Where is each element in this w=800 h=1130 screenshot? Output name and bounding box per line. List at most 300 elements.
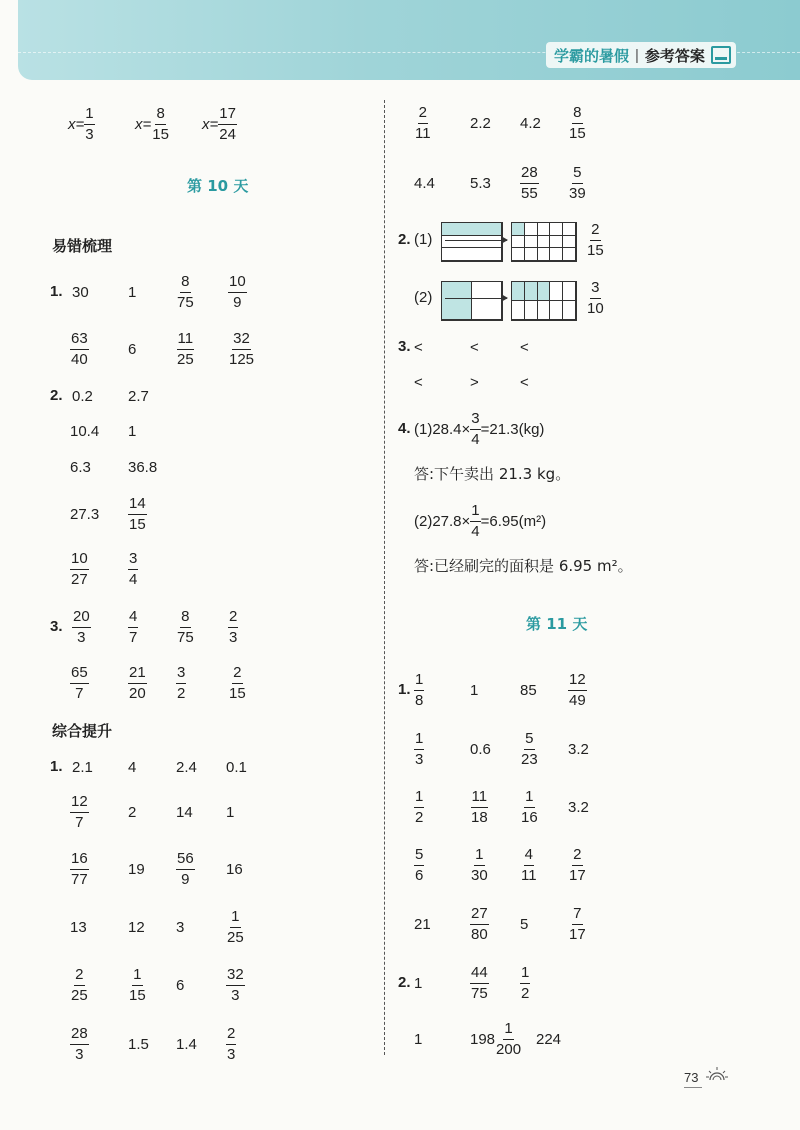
answer-cell — [470, 1021, 522, 1058]
denominator: 4 — [129, 570, 138, 588]
answer-cell — [70, 665, 89, 702]
answer-cell — [520, 847, 538, 884]
numerator: 8 — [180, 609, 190, 628]
grid-cell — [538, 282, 551, 301]
fraction — [176, 274, 195, 311]
denominator: 3 — [75, 1045, 84, 1063]
answer-cell: 10.4 — [70, 423, 100, 440]
denominator: 75 — [177, 293, 194, 311]
fraction — [228, 609, 238, 646]
fraction — [520, 165, 539, 202]
denominator: 6 — [415, 866, 424, 884]
fraction — [470, 789, 489, 826]
answer-cell — [414, 731, 424, 768]
fraction — [586, 280, 605, 317]
numerator: 65 — [70, 665, 89, 684]
denominator: 10 — [587, 299, 604, 317]
numerator: 28 — [520, 165, 539, 184]
answer-cell — [520, 731, 539, 768]
grid-cell — [512, 236, 525, 249]
denominator: 27 — [71, 570, 88, 588]
sub-label: (2) — [414, 289, 433, 306]
equation-line — [414, 411, 544, 448]
answer-cell — [568, 906, 587, 943]
answer-cell: 6 — [176, 977, 185, 994]
numerator: 3 — [128, 551, 138, 570]
answer-cell: 2.2 — [470, 115, 491, 132]
numerator: 11 — [471, 789, 489, 808]
answer-cell — [70, 331, 89, 368]
answer-cell: 36.8 — [128, 459, 158, 476]
fraction — [128, 496, 147, 533]
numerator: 7 — [572, 906, 582, 925]
fraction — [70, 551, 89, 588]
page-number: 73 — [684, 1070, 702, 1088]
grid-cell — [512, 301, 525, 320]
answer-cell: 0.6 — [470, 741, 491, 758]
denominator: 3 — [227, 1045, 236, 1063]
answer-cell: 27.3 — [70, 506, 100, 523]
answer-cell — [128, 967, 147, 1004]
answer-cell: < — [520, 339, 529, 356]
denominator: 3 — [77, 628, 86, 646]
fraction — [520, 731, 539, 768]
answer-cell — [228, 665, 247, 702]
fraction-grid-2 — [511, 281, 577, 321]
fraction — [128, 551, 138, 588]
fraction — [70, 967, 89, 1004]
fraction-bar-2 — [441, 281, 503, 321]
numerator: 2 — [418, 105, 428, 124]
fraction — [586, 222, 605, 259]
fraction — [72, 609, 91, 646]
numerator: 5 — [524, 731, 534, 750]
answer-cell — [520, 965, 530, 1002]
denominator: 11 — [521, 866, 537, 884]
question-label: 1. — [50, 283, 63, 300]
answer-cell — [70, 851, 89, 888]
answer-cell: < — [414, 374, 423, 391]
numerator: 2 — [228, 609, 238, 628]
fraction — [414, 731, 424, 768]
answer-cell: 1 — [128, 423, 137, 440]
answer-cell: 1 — [226, 804, 235, 821]
numerator: 5 — [572, 165, 582, 184]
fraction — [470, 906, 489, 943]
denominator: 9 — [181, 870, 190, 888]
denominator: 80 — [471, 925, 488, 943]
numerator: 1 — [414, 731, 424, 750]
fraction — [226, 967, 245, 1004]
fraction — [128, 967, 147, 1004]
fraction — [70, 331, 89, 368]
answer-cell: 2.1 — [72, 759, 93, 776]
fraction — [70, 665, 89, 702]
answer-cell — [176, 665, 186, 702]
answer-cell: 21 — [414, 916, 431, 933]
denominator: 18 — [471, 808, 488, 826]
numerator: 2 — [590, 222, 600, 241]
numerator: 11 — [177, 331, 195, 350]
equation-text: =6.95(m²) — [480, 512, 547, 530]
answer-cell — [72, 609, 91, 646]
fraction — [520, 965, 530, 1002]
fraction — [84, 106, 94, 143]
denominator: 3 — [85, 125, 94, 143]
answer-cell: 16 — [226, 861, 243, 878]
equation-line — [414, 503, 546, 540]
denominator: 24 — [219, 125, 236, 143]
answer-cell: 1.5 — [128, 1036, 149, 1053]
equation-lhs: x= — [68, 115, 85, 133]
denominator: 25 — [71, 986, 88, 1004]
denominator: 40 — [71, 350, 88, 368]
denominator: 30 — [471, 866, 488, 884]
denominator: 11 — [415, 124, 431, 142]
numerator: 4 — [128, 609, 138, 628]
equation-answer — [135, 106, 170, 143]
grid-cell — [550, 248, 563, 261]
answer-cell: 4.4 — [414, 175, 435, 192]
fraction — [176, 609, 195, 646]
fraction — [568, 672, 587, 709]
fraction — [151, 106, 170, 143]
equation-answer — [202, 106, 237, 143]
answer-cell — [128, 609, 138, 646]
denominator: 4 — [471, 430, 480, 448]
grid-cell — [563, 236, 576, 249]
question-label: 3. — [50, 618, 63, 635]
answer-cell: 2.4 — [176, 759, 197, 776]
answer-cell: 1 — [414, 975, 423, 992]
answer-cell — [226, 967, 245, 1004]
numerator: 10 — [70, 551, 89, 570]
question-label: 1. — [50, 758, 63, 775]
fraction — [414, 105, 432, 142]
arrow-icon — [445, 298, 507, 299]
numerator: 8 — [155, 106, 165, 125]
answer-sentence: 答:下午卖出 21.3 kg。 — [414, 465, 571, 483]
numerator: 21 — [128, 665, 147, 684]
answer-cell — [568, 165, 587, 202]
denominator: 2 — [521, 984, 530, 1002]
answer-cell: 3.2 — [568, 799, 589, 816]
numerator: 28 — [70, 1026, 89, 1045]
answer-cell: 5 — [520, 916, 529, 933]
denominator: 17 — [569, 925, 586, 943]
question-label: 2. — [398, 231, 411, 248]
section-title-zonghe: 综合提升 — [52, 722, 113, 740]
answer-cell — [70, 794, 89, 831]
numerator: 3 — [590, 280, 600, 299]
denominator: 125 — [229, 350, 255, 368]
grid-cell — [563, 223, 576, 236]
grid-cell — [550, 301, 563, 320]
numerator: 5 — [414, 847, 424, 866]
denominator: 17 — [569, 866, 586, 884]
numerator: 32 — [232, 331, 251, 350]
fraction — [176, 665, 186, 702]
answer-cell: 6 — [128, 341, 137, 358]
numerator: 2 — [572, 847, 582, 866]
numerator: 2 — [226, 1026, 236, 1045]
numerator: 1 — [414, 672, 424, 691]
answer-cell — [568, 672, 587, 709]
fraction — [228, 665, 247, 702]
answer-cell — [128, 551, 138, 588]
answer-cell — [128, 496, 147, 533]
grid-cell — [525, 236, 538, 249]
fraction — [70, 851, 89, 888]
grid-cell — [538, 223, 551, 236]
fraction — [495, 1021, 522, 1058]
sub-label: (1) — [414, 231, 433, 248]
equation-answer — [68, 106, 95, 143]
answer-cell — [228, 331, 255, 368]
denominator: 16 — [521, 808, 538, 826]
answer-cell: 19 — [128, 861, 145, 878]
fraction — [568, 847, 587, 884]
grid-cell — [512, 223, 525, 236]
numerator: 1 — [230, 909, 240, 928]
fraction — [228, 331, 255, 368]
denominator: 3 — [231, 986, 240, 1004]
answer-cell — [470, 789, 489, 826]
grid-cell — [442, 223, 502, 236]
grid-cell — [538, 248, 551, 261]
numerator: 10 — [228, 274, 247, 293]
answer-cell: 1.4 — [176, 1036, 197, 1053]
denominator: 2 — [415, 808, 424, 826]
numerator: 1 — [520, 965, 530, 984]
denominator: 75 — [471, 984, 488, 1002]
equation-lhs: x= — [135, 115, 152, 133]
denominator: 8 — [415, 691, 424, 709]
answer-cell: 0.2 — [72, 388, 93, 405]
fraction — [414, 672, 424, 709]
fraction — [226, 909, 245, 946]
denominator: 7 — [75, 684, 84, 702]
answer-cell — [470, 847, 489, 884]
grid-cell — [525, 248, 538, 261]
header-band — [18, 0, 800, 80]
numerator: 1 — [84, 106, 94, 125]
answer-cell: < — [470, 339, 479, 356]
fraction — [470, 503, 480, 540]
denominator: 20 — [129, 684, 146, 702]
day-11-title: 第 11 天 — [526, 615, 588, 633]
fraction — [568, 105, 587, 142]
fraction — [228, 274, 247, 311]
answer-cell — [568, 847, 587, 884]
numerator: 2 — [74, 967, 84, 986]
fraction — [568, 906, 587, 943]
numerator: 3 — [470, 411, 480, 430]
grid-cell — [442, 248, 502, 261]
fraction-grid-1 — [511, 222, 577, 262]
answer-cell: 30 — [72, 284, 89, 301]
denominator: 15 — [569, 124, 586, 142]
denominator: 49 — [569, 691, 586, 709]
grid-cell — [538, 301, 551, 320]
grid-cell — [525, 301, 538, 320]
answer-cell — [176, 274, 195, 311]
denominator: 75 — [177, 628, 194, 646]
fraction — [470, 965, 489, 1002]
answer-cell — [520, 165, 539, 202]
answer-cell — [414, 847, 424, 884]
answer-cell: 4.2 — [520, 115, 541, 132]
numerator: 12 — [70, 794, 89, 813]
fraction — [520, 847, 538, 884]
grid-cell — [525, 282, 538, 301]
grid-cell — [538, 236, 551, 249]
fraction — [176, 851, 195, 888]
numerator: 63 — [70, 331, 89, 350]
answer-cell — [70, 1026, 89, 1063]
answer-cell: 2 — [128, 804, 137, 821]
denominator: 9 — [233, 293, 242, 311]
answer-cell: 1 — [470, 682, 479, 699]
fraction — [70, 794, 89, 831]
fraction — [128, 665, 147, 702]
fraction — [128, 609, 138, 646]
answer-cell — [568, 105, 587, 142]
numerator: 1 — [132, 967, 142, 986]
answer-cell: 14 — [176, 804, 193, 821]
denominator: 15 — [129, 515, 146, 533]
numerator: 8 — [572, 105, 582, 124]
grid-cell — [525, 223, 538, 236]
answer-cell — [128, 665, 147, 702]
denominator: 2 — [177, 684, 186, 702]
question-label: 2. — [398, 974, 411, 991]
denominator: 15 — [129, 986, 146, 1004]
numerator: 12 — [568, 672, 587, 691]
answer-cell: 4 — [128, 759, 137, 776]
numerator: 1 — [414, 789, 424, 808]
sun-icon — [706, 1066, 728, 1084]
denominator: 15 — [152, 125, 169, 143]
answer-cell — [470, 906, 489, 943]
fraction-bar-1 — [441, 222, 503, 262]
answer-cell — [414, 789, 424, 826]
answer-cell — [176, 331, 195, 368]
answer-cell — [226, 1026, 236, 1063]
answer-cell: < — [414, 339, 423, 356]
numerator: 14 — [128, 496, 147, 515]
column-divider — [384, 100, 385, 1055]
mixed-whole: 198 — [470, 1030, 496, 1048]
fraction — [520, 789, 539, 826]
numerator: 44 — [470, 965, 489, 984]
answer-cell — [586, 222, 605, 259]
grid-cell — [472, 282, 502, 320]
day-10-title: 第 10 天 — [187, 177, 249, 195]
denominator: 25 — [227, 928, 244, 946]
numerator: 32 — [226, 967, 245, 986]
question-label: 3. — [398, 338, 411, 355]
answer-cell: < — [520, 374, 529, 391]
denominator: 39 — [569, 184, 586, 202]
grid-cell — [563, 248, 576, 261]
fraction — [414, 789, 424, 826]
answer-cell — [176, 609, 195, 646]
answer-cell: 0.1 — [226, 759, 247, 776]
book-icon — [711, 46, 731, 64]
answer-cell: 6.3 — [70, 459, 91, 476]
numerator: 27 — [470, 906, 489, 925]
fraction — [568, 165, 587, 202]
equation-text: (1)28.4× — [414, 420, 471, 438]
section-title: 参考答案 — [644, 47, 705, 65]
grid-cell — [550, 236, 563, 249]
denominator: 3 — [229, 628, 238, 646]
answer-cell — [226, 909, 245, 946]
numerator: 4 — [524, 847, 534, 866]
answer-cell: 5.3 — [470, 175, 491, 192]
question-label: 4. — [398, 420, 411, 437]
equation-text: (2)27.8× — [414, 512, 471, 530]
header-tag: 学霸的暑假 | 参考答案 — [546, 42, 736, 68]
answer-cell — [176, 851, 195, 888]
fraction — [470, 411, 480, 448]
denominator: 15 — [587, 241, 604, 259]
numerator: 1 — [503, 1021, 513, 1040]
arrow-icon — [445, 240, 507, 241]
numerator: 8 — [180, 274, 190, 293]
answer-cell — [586, 280, 605, 317]
answer-cell: 224 — [536, 1031, 562, 1048]
answer-cell — [228, 609, 238, 646]
numerator: 1 — [524, 789, 534, 808]
grid-cell — [442, 236, 502, 249]
denominator: 7 — [129, 628, 138, 646]
numerator: 2 — [232, 665, 242, 684]
answer-cell: 2.7 — [128, 388, 149, 405]
answer-cell — [520, 789, 539, 826]
series-title: 学霸的暑假 — [554, 47, 630, 65]
question-label: 1. — [398, 681, 411, 698]
answer-sentence: 答:已经刷完的面积是 6.95 m²。 — [414, 557, 633, 575]
answer-cell: 3.2 — [568, 741, 589, 758]
denominator: 15 — [229, 684, 246, 702]
numerator: 1 — [470, 503, 480, 522]
numerator: 16 — [70, 851, 89, 870]
numerator: 20 — [72, 609, 91, 628]
numerator: 56 — [176, 851, 195, 870]
answer-cell: 3 — [176, 919, 185, 936]
grid-cell — [512, 248, 525, 261]
answer-cell — [470, 965, 489, 1002]
numerator: 17 — [218, 106, 237, 125]
grid-cell — [550, 282, 563, 301]
denominator: 25 — [177, 350, 194, 368]
numerator: 3 — [176, 665, 186, 684]
numerator: 1 — [474, 847, 484, 866]
denominator: 3 — [415, 750, 424, 768]
grid-cell — [563, 301, 576, 320]
grid-cell — [442, 282, 472, 320]
denominator: 23 — [521, 750, 538, 768]
answer-cell — [228, 274, 247, 311]
answer-cell: 1 — [414, 1031, 423, 1048]
fraction — [70, 1026, 89, 1063]
answer-cell — [70, 551, 89, 588]
answer-cell — [414, 672, 424, 709]
denominator: 77 — [71, 870, 88, 888]
section-title-yicuo: 易错梳理 — [52, 237, 113, 255]
